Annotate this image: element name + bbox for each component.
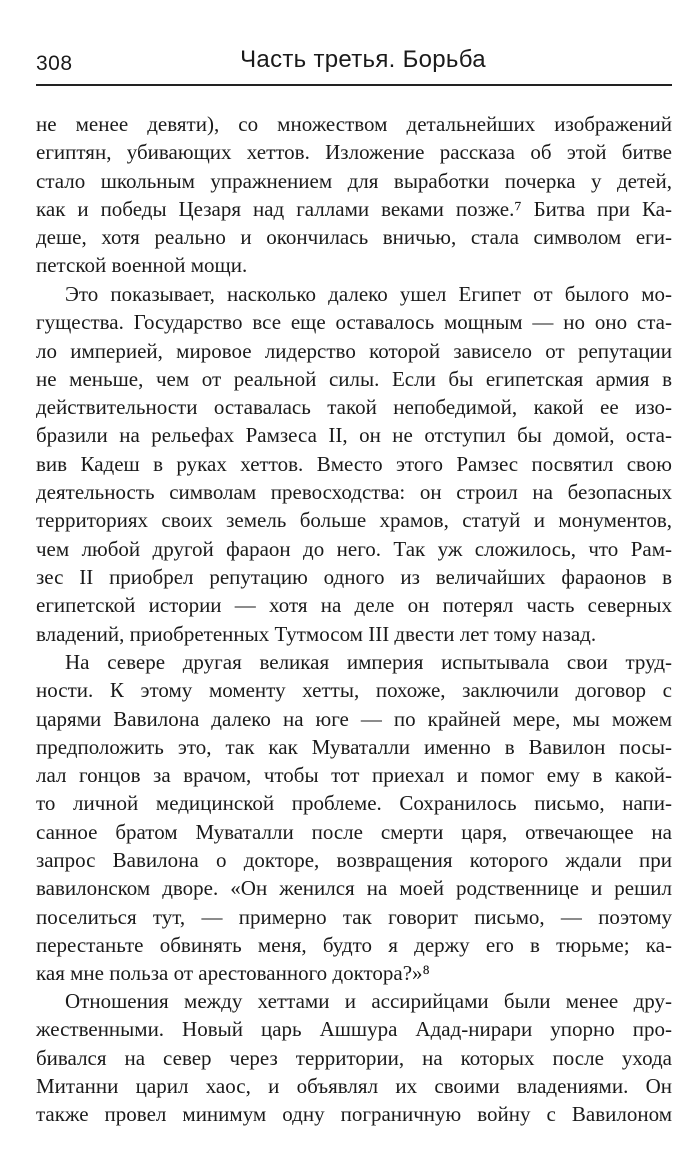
paragraph-3 xyxy=(36,648,672,988)
text-line: деше, хотя реально и окончилась вничью, стала символом еги- xyxy=(36,225,672,250)
text-line: территориях своих земель больше храмов, статуй и монументов, xyxy=(36,508,672,533)
text-line: санное братом Муваталли после смерти царя, отвечающее на xyxy=(36,819,672,844)
text-line: владений, приобретенных Тутмосом III двести лет тому назад. xyxy=(36,621,597,646)
text-line: не меньше, чем от реальной силы. Если бы египетская армия в xyxy=(36,366,672,391)
text-line: жественными. Новый царь Ашшура Адад-нирари упорно про- xyxy=(36,1017,672,1042)
text-line: бивался на север через территории, на которых после ухода xyxy=(36,1045,672,1070)
text-line: египтян, убивающих хеттов. Изложение рассказа об этой битве xyxy=(36,140,672,165)
text-line: деятельность символам превосходства: он строил на безопасных xyxy=(36,480,672,505)
text-line: вавилонском дворе. «Он женился на моей родственнице и решил xyxy=(36,876,672,901)
text-line: лал гонцов за врачом, чтобы тот приехал и помог ему в какой- xyxy=(36,763,672,788)
paragraph-4 xyxy=(36,987,672,1128)
text-line: перестаньте обвинять меня, будто я держу его в тюрьме; ка- xyxy=(36,932,672,957)
page-number: 308 xyxy=(36,52,73,75)
header-rule xyxy=(36,84,672,86)
text-line: петской военной мощи. xyxy=(36,253,248,278)
text-line: также провел минимум одну пограничную войну с Вавилоном xyxy=(36,1102,672,1127)
text-line: гущества. Государство все еще оставалось мощным — но оно ста- xyxy=(36,310,672,335)
text-line: вив Кадеш в руках хеттов. Вместо этого Рамзес посвятил свою xyxy=(36,451,672,476)
page-header xyxy=(36,44,672,84)
text-line: как и победы Цезаря над галлами веками позже.⁷ Битва при Ка- xyxy=(36,196,672,221)
text-line: египетской истории — хотя на деле он потерял часть северных xyxy=(36,593,672,618)
text-line: ло империей, мировое лидерство которой зависело от репутации xyxy=(36,338,672,363)
running-title: Часть третья. Борьба xyxy=(240,46,486,73)
paragraph-2 xyxy=(36,280,672,648)
text-line: кая мне польза от арестованного доктора?»⁸ xyxy=(36,961,430,986)
text-line: действительности оставалась такой непобедимой, какой ее изо- xyxy=(36,395,672,420)
text-line: Митанни царил хаос, и объявлял их своими владениями. Он xyxy=(36,1073,672,1098)
text-line: зес II приобрел репутацию одного из величайших фараонов в xyxy=(36,564,672,589)
text-line: чем любой другой фараон до него. Так уж сложилось, что Рам- xyxy=(36,536,672,561)
text-line: ности. К этому моменту хетты, похоже, заключили договор с xyxy=(36,678,672,703)
text-line: то личной медицинской проблеме. Сохранилось письмо, напи- xyxy=(36,791,672,816)
text-line: царями Вавилона далеко на юге — по крайней мере, мы можем xyxy=(36,706,672,731)
text-line: поселиться тут, — примерно так говорит письмо, — поэтому xyxy=(36,904,672,929)
paragraph-1 xyxy=(36,110,672,280)
text-line: предположить это, так как Муваталли именно в Вавилон посы- xyxy=(36,734,672,759)
text-line: стало школьным упражнением для выработки почерка у детей, xyxy=(36,168,672,193)
text-line: Это показывает, насколько далеко ушел Египет от былого мо- xyxy=(65,282,672,306)
text-line: Отношения между хеттами и ассирийцами были менее дру- xyxy=(65,989,672,1013)
text-line: не менее девяти), со множеством детальнейших изображений xyxy=(36,112,672,136)
text-line: На севере другая великая империя испытывала свои труд- xyxy=(65,650,672,674)
text-line: бразили на рельефах Рамзеса II, он не отступил бы домой, оста- xyxy=(36,423,672,448)
text-line: запрос Вавилона о докторе, возвращения которого ждали при xyxy=(36,848,672,873)
